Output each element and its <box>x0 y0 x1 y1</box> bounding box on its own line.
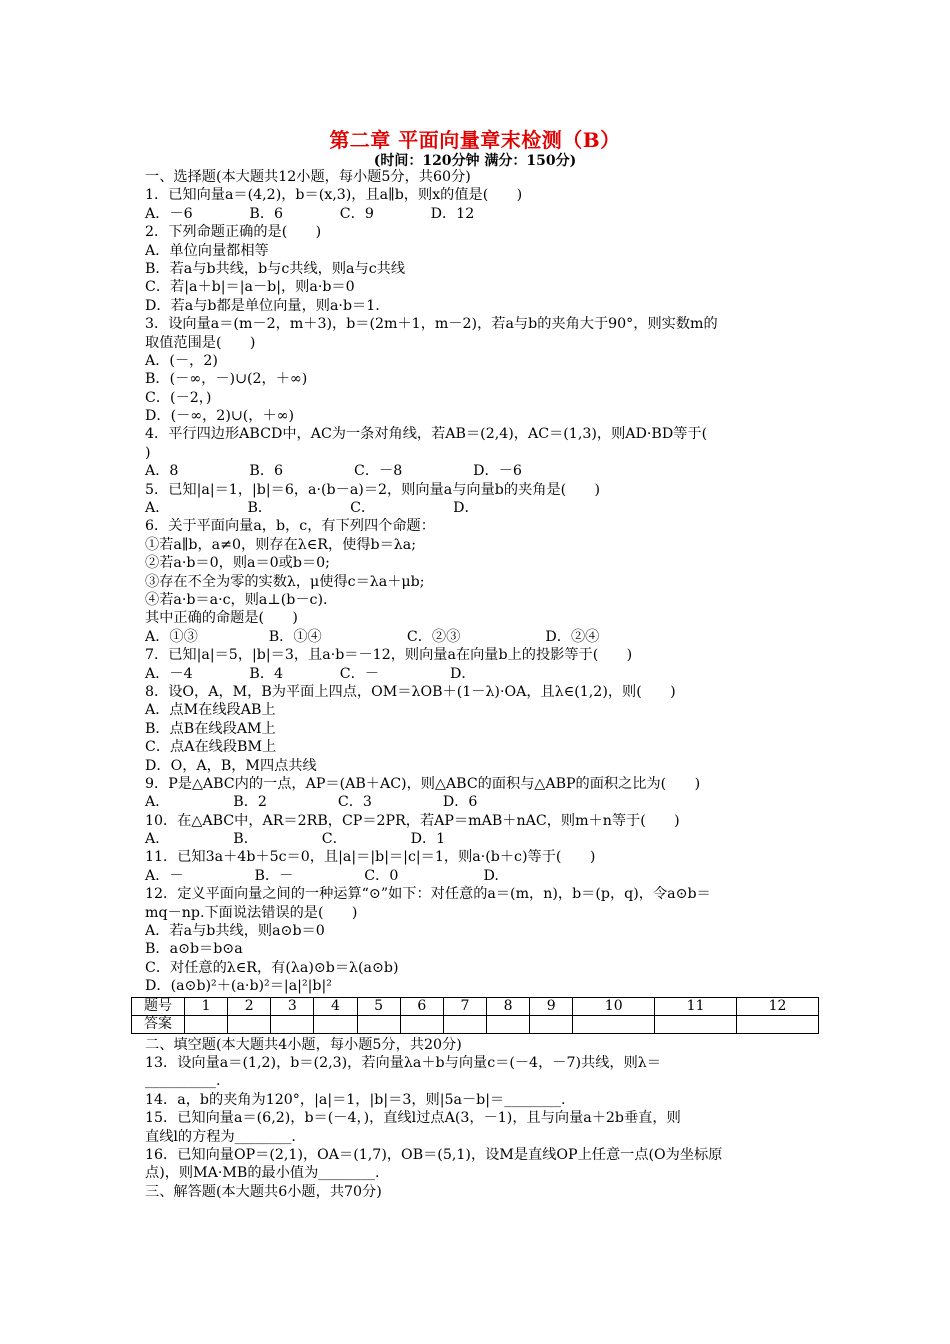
answer-table-number: 8 <box>486 997 529 1015</box>
text-line: 8．设O，A，M，B为平面上四点，OM＝λOB＋(1－λ)·OA，且λ∈(1,2)，则( ) <box>145 683 676 700</box>
document-subtitle: (时间：120分钟 满分：150分) <box>373 153 577 169</box>
text-line: 7．已知|a|＝5，|b|＝3，且a·b＝－12，则向量a在向量b上的投影等于( ) <box>145 647 633 664</box>
text-line: ③存在不全为零的实数λ，μ使得c＝λa＋μb; <box>145 573 425 590</box>
text-line: A．－6 B．6 C．9 D．12 <box>145 205 475 222</box>
answer-cell <box>443 1015 486 1033</box>
text-line: A．若a与b共线，则a⊙b＝0 <box>145 923 325 940</box>
text-line: A． B． C． D． <box>145 500 479 517</box>
answer-table-number: 9 <box>530 997 573 1015</box>
text-line: B．a⊙b＝b⊙a <box>145 941 243 958</box>
answer-table-number: 3 <box>271 997 314 1015</box>
text-line: ②若a·b＝0，则a＝0或b＝0; <box>145 555 330 572</box>
text-line: C．点A在线段BM上 <box>145 739 277 756</box>
text-line: 11．已知3a＋4b＋5c＝0，且|a|＝|b|＝|c|＝1，则a·(b＋c)等于( ) <box>145 849 596 866</box>
answer-cell <box>314 1015 357 1033</box>
answer-cell <box>271 1015 314 1033</box>
answer-table-number: 12 <box>737 997 819 1015</box>
answer-table-number: 2 <box>228 997 271 1015</box>
text-line: 取值范围是( ) <box>145 334 256 351</box>
question-content <box>145 168 815 1201</box>
text-line: 16．已知向量OP＝(2,1)，OA＝(1,7)，OB＝(5,1)，设M是直线OP上任意一点(O为坐标原 <box>145 1146 723 1163</box>
document-title: 第二章 平面向量章末检测（B） <box>329 128 621 152</box>
text-line: C．若|a＋b|＝|a－b|，则a·b＝0 <box>145 279 355 296</box>
text-line: 10．在△ABC中，AR＝2RB，CP＝2PR，若AP＝mAB＋nAC，则m＋n等于( ) <box>145 812 680 829</box>
answer-cell <box>486 1015 529 1033</box>
answer-cell <box>185 1015 228 1033</box>
answer-cell <box>357 1015 400 1033</box>
text-line: 15．已知向量a＝(6,2)，b＝(－4，)，直线l过点A(3，－1)，且与向量a＋2b垂直，则 <box>145 1110 681 1127</box>
answer-cell <box>400 1015 443 1033</box>
text-line: ①若a∥b，a≠0，则存在λ∈R，使得b＝λa; <box>145 536 417 553</box>
text-line: 5．已知|a|＝1，|b|＝6，a·(b－a)＝2，则向量a与向量b的夹角是( ) <box>145 481 601 498</box>
text-line: 4．平行四边形ABCD中，AC为一条对角线，若AB＝(2,4)，AC＝(1,3)，则AD·BD等于( <box>145 426 708 443</box>
answer-cell <box>530 1015 573 1033</box>
text-line: A．－4 B．4 C．－ D． <box>145 665 476 682</box>
text-line: 6．关于平面向量a，b，c，有下列四个命题： <box>145 518 435 535</box>
answer-table-number: 5 <box>357 997 400 1015</box>
text-line: A． B． C． D．1 <box>145 831 446 848</box>
answer-cell <box>737 1015 819 1033</box>
text-line: C．对任意的λ∈R，有(λa)⊙b＝λ(a⊙b) <box>145 959 399 976</box>
text-line: D．若a与b都是单位向量，则a·b＝1. <box>145 297 380 314</box>
text-line: D．O，A，B，M四点共线 <box>145 757 317 774</box>
text-line: B．点B在线段AM上 <box>145 720 276 737</box>
text-line: D．(a⊙b)²＋(a·b)²＝|a|²|b|² <box>145 978 332 995</box>
fill-and-solve-section <box>145 1036 815 1202</box>
text-line: C．(－2，) <box>145 389 212 406</box>
text-line: A．－ B．－ C．0 D. <box>145 867 499 884</box>
answer-table-answer-row <box>132 1015 819 1033</box>
text-line: 三、解答题(本大题共6小题，共70分) <box>145 1183 382 1200</box>
answer-table-row1-label: 题号 <box>132 997 185 1015</box>
text-line: ) <box>145 444 151 461</box>
text-line: 一、选择题(本大题共12小题，每小题5分，共60分) <box>145 169 471 185</box>
text-line: B．(－∞，－)∪(2，＋∞) <box>145 371 308 388</box>
text-line: A．(－，2) <box>145 352 218 369</box>
text-line: A．①③ B．①④ C．②③ D．②④ <box>145 628 600 645</box>
text-line: __________. <box>145 1073 221 1090</box>
answer-table-number: 10 <box>573 997 655 1015</box>
answer-table-number-row <box>132 997 819 1015</box>
text-line: 2．下列命题正确的是( ) <box>145 224 322 241</box>
answer-cell <box>228 1015 271 1033</box>
answer-table-number: 1 <box>185 997 228 1015</box>
text-line: 点)，则MA·MB的最小值为________. <box>145 1165 380 1182</box>
text-line: ④若a·b＝a·c，则a⊥(b－c). <box>145 591 328 608</box>
text-line: B．若a与b共线，b与c共线，则a与c共线 <box>145 260 406 277</box>
text-line: 二、填空题(本大题共4小题，每小题5分，共20分) <box>145 1036 462 1053</box>
answer-table-number: 4 <box>314 997 357 1015</box>
answer-table-number: 11 <box>655 997 737 1015</box>
text-line: 13．设向量a＝(1,2)，b＝(2,3)，若向量λa＋b与向量c＝(－4，－7)共线，则λ＝ <box>145 1054 661 1071</box>
text-line: 14．a，b的夹角为120°，|a|＝1，|b|＝3，则|5a－b|＝________. <box>145 1091 566 1108</box>
text-line: A． B．2 C．3 D．6 <box>145 794 478 811</box>
answer-table-row2-label: 答案 <box>132 1015 185 1033</box>
text-line: D．(－∞，2)∪(，＋∞) <box>145 408 295 425</box>
text-line: A．8 B．6 C．－8 D．－6 <box>145 463 522 480</box>
text-line: 3．设向量a＝(m－2，m＋3)，b＝(2m＋1，m－2)，若a与b的夹角大于90°，则实数m的 <box>145 316 718 333</box>
text-line: 9．P是△ABC内的一点，AP＝(AB＋AC)，则△ABC的面积与△ABP的面积之比为( ) <box>145 775 701 792</box>
text-line: 1．已知向量a＝(4,2)，b＝(x,3)，且a∥b，则x的值是( ) <box>145 187 523 204</box>
choice-section <box>145 168 815 996</box>
answer-table-number: 6 <box>400 997 443 1015</box>
answer-cell <box>573 1015 655 1033</box>
text-line: A．点M在线段AB上 <box>145 702 276 719</box>
text-line: A．单位向量都相等 <box>145 242 269 259</box>
answer-cell <box>655 1015 737 1033</box>
text-line: 直线l的方程为________. <box>145 1128 296 1145</box>
text-line: mq－np.下面说法错误的是( ) <box>145 904 358 921</box>
answer-table <box>131 997 819 1034</box>
text-line: 其中正确的命题是( ) <box>145 610 298 627</box>
text-line: 12．定义平面向量之间的一种运算“⊙”如下：对任意的a＝(m，n)，b＝(p，q)，令a⊙b＝ <box>145 886 711 903</box>
answer-table-number: 7 <box>443 997 486 1015</box>
